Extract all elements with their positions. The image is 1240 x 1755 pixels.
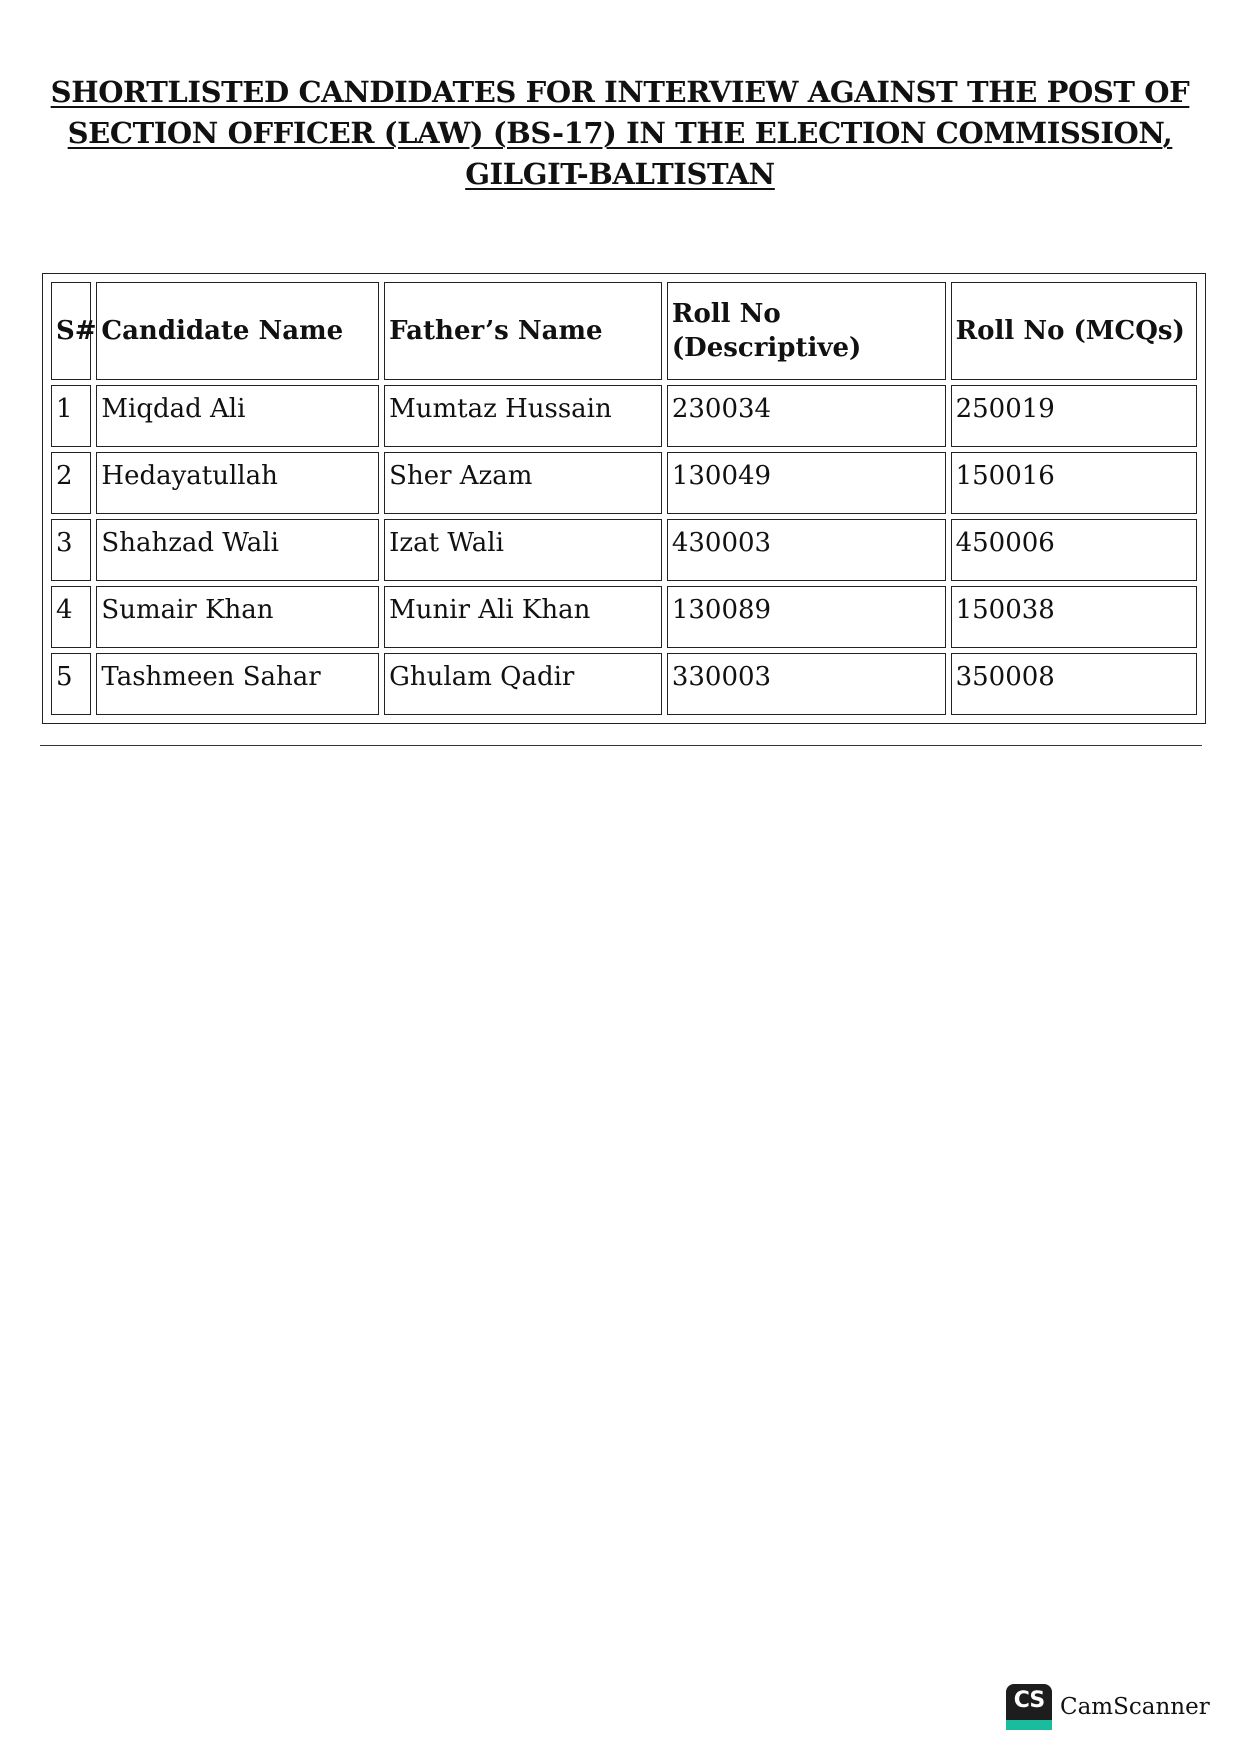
header-father-name: Father’s Name	[384, 282, 662, 380]
horizontal-divider	[40, 745, 1202, 746]
table-row	[51, 519, 1197, 581]
cell-father-name: Munir Ali Khan	[384, 586, 662, 648]
document-title	[40, 72, 1200, 195]
title-line-3: GILGIT-BALTISTAN	[465, 157, 775, 191]
title-line-1: SHORTLISTED CANDIDATES FOR INTERVIEW AGAINST THE POST OF	[50, 75, 1190, 109]
table-row	[51, 385, 1197, 447]
cell-sn: 5	[51, 653, 91, 715]
cell-candidate-name: Sumair Khan	[96, 586, 379, 648]
cell-father-name: Mumtaz Hussain	[384, 385, 662, 447]
camscanner-logo-text: CS	[1013, 1688, 1045, 1713]
table-header-row	[51, 282, 1197, 380]
cell-roll-mcqs: 450006	[951, 519, 1197, 581]
table-row	[51, 653, 1197, 715]
cell-father-name: Izat Wali	[384, 519, 662, 581]
title-line-2: SECTION OFFICER (LAW) (BS-17) IN THE ELECTION COMMISSION,	[67, 116, 1173, 150]
cell-candidate-name: Hedayatullah	[96, 452, 379, 514]
cell-sn: 3	[51, 519, 91, 581]
cell-roll-descriptive: 430003	[667, 519, 946, 581]
header-roll-descriptive	[667, 282, 946, 380]
header-candidate-name: Candidate Name	[96, 282, 379, 380]
cell-candidate-name: Miqdad Ali	[96, 385, 379, 447]
cell-candidate-name: Shahzad Wali	[96, 519, 379, 581]
cell-roll-mcqs: 350008	[951, 653, 1197, 715]
cell-roll-descriptive: 330003	[667, 653, 946, 715]
shortlist-table-frame	[42, 273, 1206, 724]
camscanner-name: CamScanner	[1060, 1694, 1210, 1720]
shortlist-table	[46, 277, 1202, 720]
cell-sn: 4	[51, 586, 91, 648]
cell-roll-mcqs: 250019	[951, 385, 1197, 447]
cell-father-name: Sher Azam	[384, 452, 662, 514]
header-roll-descriptive-line2: (Descriptive)	[671, 333, 862, 363]
camscanner-watermark	[1006, 1683, 1210, 1731]
header-roll-mcqs: Roll No (MCQs)	[951, 282, 1197, 380]
header-sn: S#	[51, 282, 91, 380]
table-row	[51, 452, 1197, 514]
table-row	[51, 586, 1197, 648]
cell-roll-mcqs: 150016	[951, 452, 1197, 514]
cell-roll-descriptive: 130089	[667, 586, 946, 648]
cell-roll-descriptive: 130049	[667, 452, 946, 514]
cell-sn: 1	[51, 385, 91, 447]
cell-roll-mcqs: 150038	[951, 586, 1197, 648]
cell-father-name: Ghulam Qadir	[384, 653, 662, 715]
cell-sn: 2	[51, 452, 91, 514]
cell-roll-descriptive: 230034	[667, 385, 946, 447]
header-roll-descriptive-line1: Roll No	[671, 299, 781, 329]
cell-candidate-name: Tashmeen Sahar	[96, 653, 379, 715]
camscanner-logo-bar	[1006, 1720, 1052, 1730]
camscanner-logo-icon	[1006, 1684, 1052, 1730]
